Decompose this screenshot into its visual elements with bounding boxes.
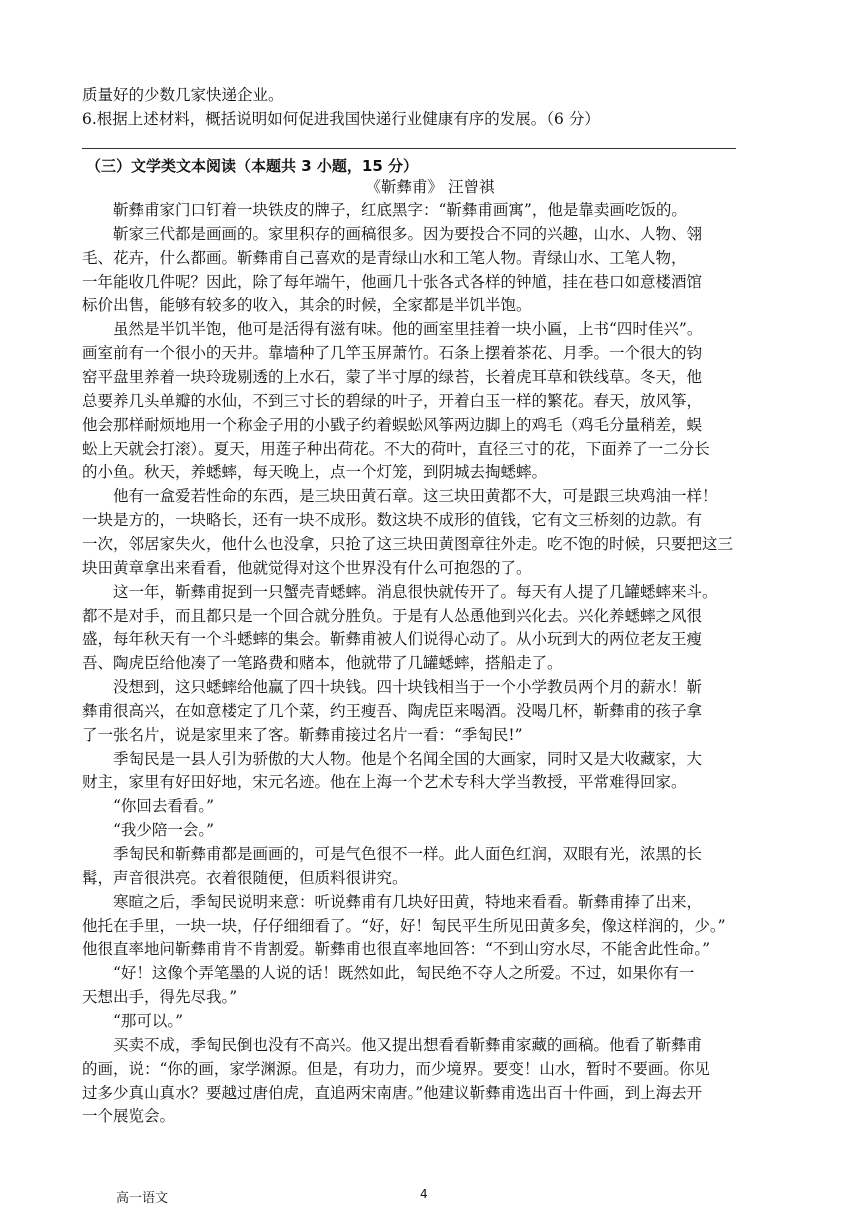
paragraph-line: 一年能收几件呢？因此，除了每年端午，他画几十张各式各样的钟馗，挂在巷口如意楼酒馆 <box>82 272 703 291</box>
paragraph-line: 总要养几头单瓣的水仙，不到三寸长的碧绿的叶子，开着白玉一样的繁花。春天，放风筝， <box>82 391 703 410</box>
paragraph-line: 这一年，靳彝甫捉到一只蟹壳青蟋蟀。消息很快就传开了。每天有人提了几罐蟋蟀来斗。 <box>113 582 718 601</box>
divider-rule <box>82 148 736 149</box>
text-line-continuation: 质量好的少数几家快递企业。 <box>82 86 284 104</box>
paragraph-line: “好！这像个弄笔墨的人说的话！既然如此，匋民绝不夺人之所爱。不过，如果你有一 <box>113 964 695 983</box>
paragraph-line: 他有一盒爱若性命的东西，是三块田黄石章。这三块田黄都不大，可是跟三块鸡油一样！ <box>113 487 718 506</box>
paragraph-line: 都不是对手，而且都只是一个回合就分胜负。于是有人怂恿他到兴化去。兴化养蟋蟀之风很 <box>82 606 703 625</box>
paragraph-line: 毛、花卉，什么都画。靳彝甫自己喜欢的是青绿山水和工笔人物。青绿山水、工笔人物， <box>82 248 687 267</box>
paragraph-line: 虽然是半饥半饱，他可是活得有滋有味。他的画室里挂着一块小匾，上书“四时佳兴”。 <box>113 320 703 339</box>
footer-subject: 高一语文 <box>116 1191 169 1206</box>
paragraph-line: 买卖不成，季匋民倒也没有不高兴。他又提出想看看靳彝甫家藏的画稿。他看了靳彝甫 <box>113 1035 703 1054</box>
paragraph-line: 一次，邻居家失火，他什么也没拿，只抢了这三块田黄图章往外走。吃不饱的时候，只要把这三 <box>82 534 734 553</box>
paragraph-line: 一块是方的，一块略长，还有一块不成形。数这块不成形的值钱，它有文三桥刻的边款。有 <box>82 511 703 530</box>
paragraph-line: “我少陪一会。” <box>113 821 215 840</box>
page-number: 4 <box>420 1187 428 1201</box>
paragraph-line: 靳家三代都是画画的。家里积存的画稿很多。因为要投合不同的兴趣，山水、人物、翎 <box>113 224 703 243</box>
paragraph-line: 靳彝甫家门口钉着一块铁皮的牌子，红底黑字：“靳彝甫画寓”，他是靠卖画吃饭的。 <box>113 201 687 219</box>
paragraph-line: 彝甫很高兴，在如意楼定了几个菜，约王瘦吾、陶虎臣来喝酒。没喝几杯，靳彝甫的孩子拿 <box>82 701 703 720</box>
paragraph-line: 的小鱼。秋天，养蟋蟀，每天晚上，点一个灯笼，到阴城去掏蟋蟀。 <box>82 463 548 482</box>
paragraph-line: 季匋民是一县人引为骄傲的大人物。他是个名闻全国的大画家，同时又是大收藏家，大 <box>113 749 703 768</box>
paragraph-line: 他很直率地问靳彝甫肯不肯割爱。靳彝甫也很直率地回答：“不到山穷水尽，不能舍此性命。” <box>82 940 711 959</box>
paragraph-line: 了一张名片，说是家里来了客。靳彝甫接过名片一看：“季匋民!” <box>82 725 523 744</box>
paragraph-line: 髯，声音很洪亮。衣着很随便，但质料很讲究。 <box>82 868 408 887</box>
paragraph-line: 他会那样耐烦地用一个称金子用的小戥子约着蜈蚣风筝两边脚上的鸡毛（鸡毛分量稍差，蜈 <box>82 415 703 434</box>
paragraph-line: 吾、陶虎臣给他凑了一笔路费和赌本，他就带了几罐蟋蟀，搭船走了。 <box>82 654 563 673</box>
question-6: 6.根据上述材料，概括说明如何促进我国快递行业健康有序的发展。（6 分） <box>82 110 600 128</box>
paragraph-line: 财主，家里有好田好地，宋元名迹。他在上海一个艺术专科大学当教授，平常难得回家。 <box>82 773 687 792</box>
paragraph-line: 画室前有一个很小的天井。靠墙种了几竿玉屏萧竹。石条上摆着茶花、月季。一个很大的钧 <box>82 344 703 363</box>
paragraph-line: “你回去看看。” <box>113 797 215 816</box>
paragraph-line: 没想到，这只蟋蟀给他赢了四十块钱。四十块钱相当于一个小学教员两个月的薪水！靳 <box>113 678 703 696</box>
paragraph-line: 窑平盘里养着一块玲珑剔透的上水石，蒙了半寸厚的绿苔，长着虎耳草和铁线草。冬天，他 <box>82 368 703 386</box>
paragraph-line: 一个展览会。 <box>82 1107 176 1126</box>
paragraph-line: 他托在手里，一块一块，仔仔细细看了。“好，好！匋民平生所见田黄多矣，像这样润的，少。” <box>82 916 726 935</box>
paragraph-line: 天想出手，得先尽我。” <box>82 988 238 1007</box>
paragraph-line: “那可以。” <box>113 1011 184 1030</box>
paragraph-line: 过多少真山真水？要越过唐伯虎，直追两宋南唐。”他建议靳彝甫选出百十件画，到上海去开 <box>82 1083 703 1102</box>
paragraph-line: 盛，每年秋天有一个斗蟋蟀的集会。靳彝甫被人们说得心动了。从小玩到大的两位老友王瘦 <box>82 630 703 649</box>
paragraph-line: 寒暄之后，季匋民说明来意：听说彝甫有几块好田黄，特地来看看。靳彝甫捧了出来， <box>113 892 703 911</box>
paragraph-line: 块田黄章拿出来看看，他就觉得对这个世界没有什么可抱怨的了。 <box>82 558 532 577</box>
article-title: 《靳彝甫》 汪曾祺 <box>365 178 495 196</box>
paragraph-line: 的画，说：“你的画，家学渊源。但是，有功力，而少境界。要变！山水，暂时不要画。你见 <box>82 1059 710 1078</box>
paragraph-line: 标价出售，能够有较多的收入，其余的时候，全家都是半饥半饱。 <box>82 296 532 315</box>
paragraph-line: 季匋民和靳彝甫都是画画的，可是气色很不一样。此人面色红润，双眼有光，浓黑的长 <box>113 845 703 863</box>
paragraph-line: 蚣上天就会打滚）。夏天，用莲子种出荷花。不大的荷叶，直径三寸的花，下面养了一二分长 <box>82 439 710 458</box>
section-heading: （三）文学类文本阅读（本题共 3 小题，15 分） <box>86 157 418 175</box>
